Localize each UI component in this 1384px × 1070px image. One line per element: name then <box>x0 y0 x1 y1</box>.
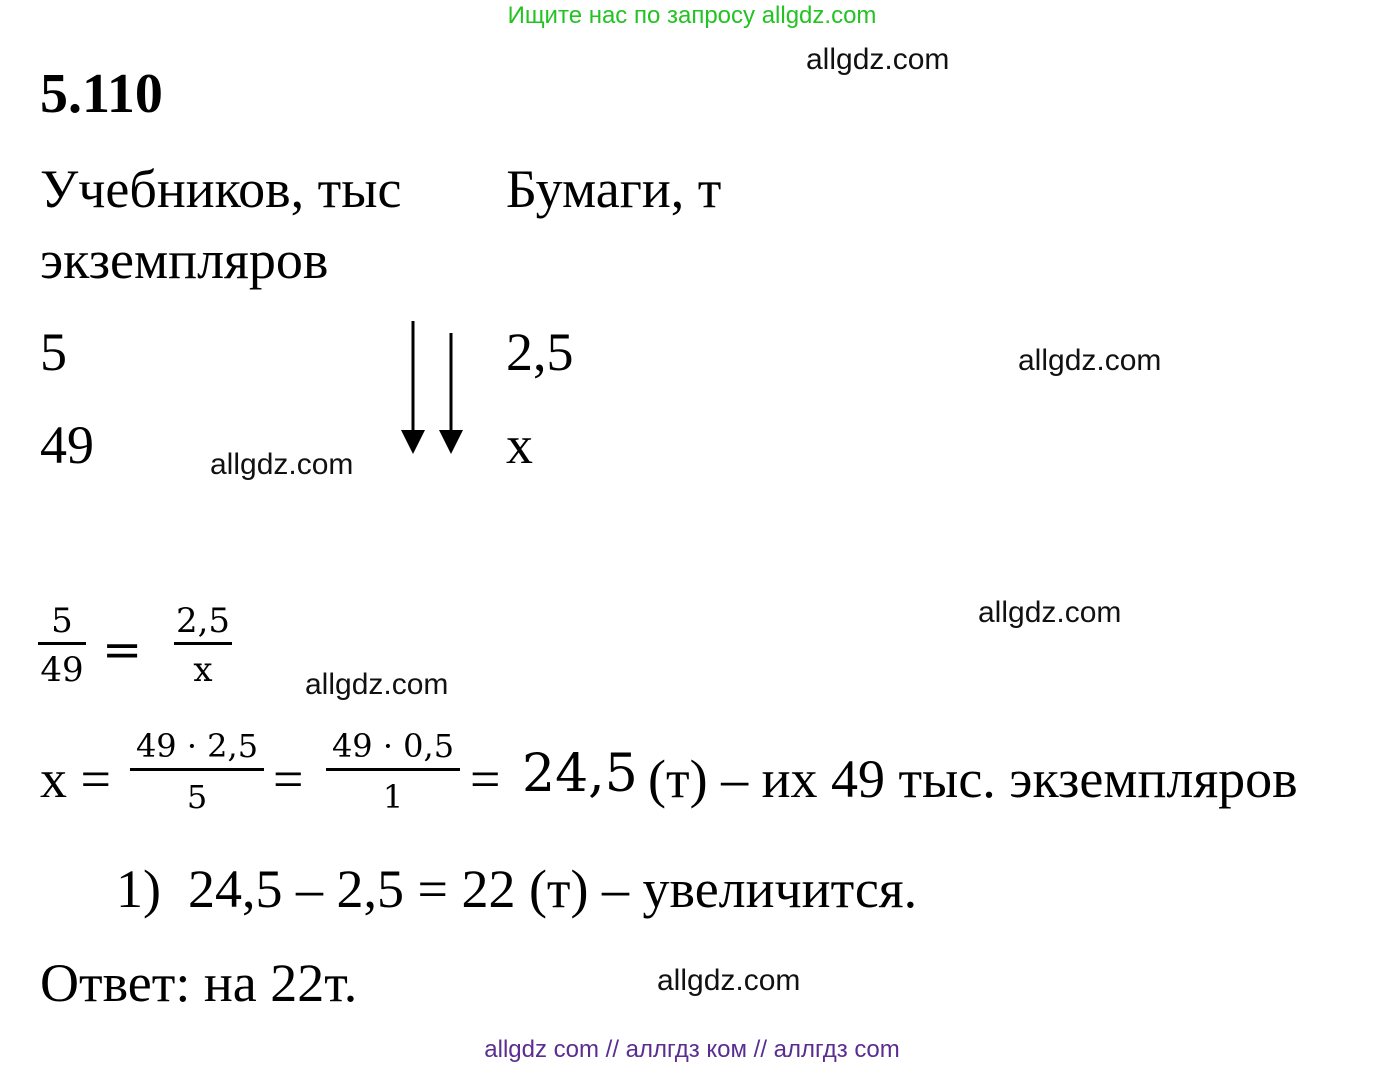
watermark: allgdz.com <box>657 964 801 997</box>
column-header-books-line1: Учебников, тыс <box>40 159 402 219</box>
equals-sign: = <box>470 749 501 809</box>
fraction-denominator: x <box>193 650 213 690</box>
watermark: allgdz.com <box>978 596 1122 629</box>
fraction-denominator: 49 <box>40 650 84 690</box>
fraction-numerator: 2,5 <box>175 601 231 641</box>
arrow-down-icon <box>439 333 463 454</box>
step-1-text: 24,5 – 2,5 = 22 (т) – увеличится. <box>188 859 918 919</box>
fraction-numerator: 49 · 2,5 <box>135 727 259 765</box>
direct-proportion-arrows <box>398 318 468 458</box>
column-header-paper: Бумаги, т <box>506 159 722 219</box>
column-header-books-line2: экземпляров <box>40 230 329 290</box>
fraction-2-5-over-x <box>174 601 232 690</box>
row2-paper-value: x <box>506 415 533 475</box>
footer-watermark: allgdz com // аллгдз ком // аллгдз com <box>484 1036 900 1063</box>
arrow-down-icon <box>401 321 425 454</box>
row2-books-value: 49 <box>40 415 94 475</box>
watermark: allgdz.com <box>1018 344 1162 377</box>
x-equals: x = <box>40 749 111 809</box>
watermark: allgdz.com <box>305 668 449 701</box>
fraction-5-over-49 <box>38 601 86 690</box>
result-value: 24,5 <box>522 744 638 804</box>
fraction-numerator: 49 · 0,5 <box>331 727 455 765</box>
equals-sign: = <box>273 749 304 809</box>
fraction-49x0-5-over-1 <box>326 727 460 816</box>
result-description: (т) – их 49 тыс. экземпляров <box>648 749 1298 809</box>
problem-number: 5.110 <box>40 63 163 125</box>
step-marker: 1) <box>116 859 161 919</box>
watermark: allgdz.com <box>210 448 354 481</box>
fraction-denominator: 5 <box>186 778 208 816</box>
answer: Ответ: на 22т. <box>40 953 358 1013</box>
row1-paper-value: 2,5 <box>506 322 574 382</box>
search-banner: Ищите нас по запросу allgdz.com <box>507 2 877 29</box>
equals-sign: = <box>102 622 143 678</box>
row1-books-value: 5 <box>40 322 67 382</box>
fraction-denominator: 1 <box>382 778 404 816</box>
fraction-49x2-5-over-5 <box>130 727 264 816</box>
watermark: allgdz.com <box>806 43 950 76</box>
fraction-numerator: 5 <box>51 601 73 641</box>
